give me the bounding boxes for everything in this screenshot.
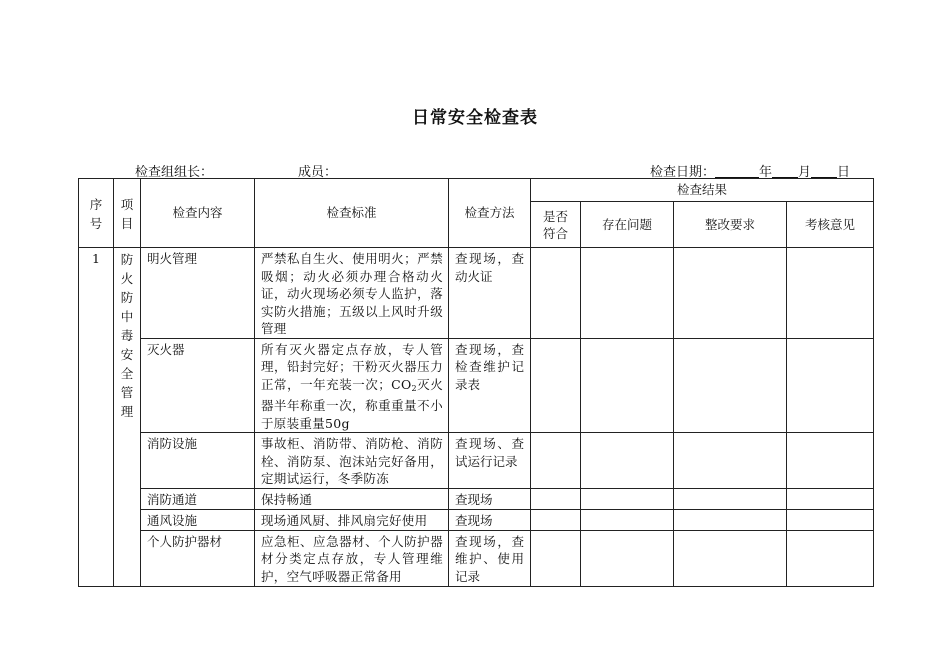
day-blank[interactable] bbox=[811, 165, 837, 178]
month-label: 月 bbox=[798, 165, 812, 180]
row-content: 消防设施 bbox=[141, 433, 255, 489]
co2-subscript: 2 bbox=[411, 383, 417, 393]
row-method: 查现场，查检查维护记录表 bbox=[449, 338, 531, 433]
result-problem-cell[interactable] bbox=[581, 530, 674, 586]
row-content: 明火管理 bbox=[141, 248, 255, 339]
table-row bbox=[79, 488, 874, 509]
members-label: 成员： bbox=[298, 165, 338, 180]
section-item: 防火防中毒安全管理 bbox=[114, 248, 141, 587]
month-blank[interactable] bbox=[772, 165, 798, 178]
row-standard: 严禁私自生火、使用明火；严禁吸烟；动火必须办理合格动火证，动火现场必须专人监护，落实防火措施；五级以上风时升级管理 bbox=[255, 248, 449, 339]
header-rectify: 整改要求 bbox=[674, 202, 787, 248]
row-standard: 事故柜、消防带、消防枪、消防栓、消防泵、泡沫站完好备用，定期试运行，冬季防冻 bbox=[255, 433, 449, 489]
row-content: 灭火器 bbox=[141, 338, 255, 433]
row-content: 消防通道 bbox=[141, 488, 255, 509]
day-label: 日 bbox=[837, 165, 851, 180]
result-problem-cell[interactable] bbox=[581, 433, 674, 489]
section-seq: 1 bbox=[79, 248, 114, 587]
row-content: 通风设施 bbox=[141, 509, 255, 530]
row-method: 查现场，查维护、使用记录 bbox=[449, 530, 531, 586]
result-rectify-cell[interactable] bbox=[674, 488, 787, 509]
header-opinion: 考核意见 bbox=[787, 202, 874, 248]
row-content: 个人防护器材 bbox=[141, 530, 255, 586]
year-blank[interactable] bbox=[715, 165, 759, 178]
date-label: 检查日期： bbox=[650, 165, 716, 180]
table-row bbox=[79, 530, 874, 586]
result-conform-cell[interactable] bbox=[531, 509, 581, 530]
row-standard: 现场通风厨、排风扇完好使用 bbox=[255, 509, 449, 530]
result-problem-cell[interactable] bbox=[581, 509, 674, 530]
table-row bbox=[79, 338, 874, 433]
result-problem-cell[interactable] bbox=[581, 338, 674, 433]
row-method: 查现场，查动火证 bbox=[449, 248, 531, 339]
result-problem-cell[interactable] bbox=[581, 248, 674, 339]
result-rectify-cell[interactable] bbox=[674, 338, 787, 433]
result-rectify-cell[interactable] bbox=[674, 509, 787, 530]
result-opinion-cell[interactable] bbox=[787, 248, 874, 339]
result-opinion-cell[interactable] bbox=[787, 488, 874, 509]
standard-text-b: 灭火器半年称重一次，称重重量不小于原装重量50g bbox=[261, 376, 443, 431]
result-problem-cell[interactable] bbox=[581, 488, 674, 509]
result-opinion-cell[interactable] bbox=[787, 338, 874, 433]
header-problem: 存在问题 bbox=[581, 202, 674, 248]
header-content: 检查内容 bbox=[141, 179, 255, 248]
result-rectify-cell[interactable] bbox=[674, 248, 787, 339]
table-row bbox=[79, 433, 874, 489]
result-opinion-cell[interactable] bbox=[787, 433, 874, 489]
year-label: 年 bbox=[759, 165, 773, 180]
result-opinion-cell[interactable] bbox=[787, 530, 874, 586]
header-standard: 检查标准 bbox=[255, 179, 449, 248]
row-method: 查现场、查试运行记录 bbox=[449, 433, 531, 489]
result-rectify-cell[interactable] bbox=[674, 530, 787, 586]
row-method: 查现场 bbox=[449, 509, 531, 530]
inspection-table bbox=[78, 178, 874, 587]
header-seq: 序号 bbox=[79, 179, 114, 248]
table-row bbox=[79, 509, 874, 530]
header-conform: 是否符合 bbox=[531, 202, 581, 248]
row-standard: 保持畅通 bbox=[255, 488, 449, 509]
header-method: 检查方法 bbox=[449, 179, 531, 248]
leader-label: 检查组组长： bbox=[135, 165, 214, 180]
result-conform-cell[interactable] bbox=[531, 248, 581, 339]
result-conform-cell[interactable] bbox=[531, 338, 581, 433]
row-standard: 应急柜、应急器材、个人防护器材分类定点存放，专人管理维护，空气呼吸器正常备用 bbox=[255, 530, 449, 586]
standard-text-a: 所有灭火器定点存放，专人管理，铅封完好；干粉灭火器压力正常，一年充装一次；CO bbox=[261, 341, 443, 392]
row-standard bbox=[255, 338, 449, 433]
row-method: 查现场 bbox=[449, 488, 531, 509]
header-item: 项目 bbox=[114, 179, 141, 248]
header-row-1 bbox=[79, 179, 874, 202]
result-rectify-cell[interactable] bbox=[674, 433, 787, 489]
result-opinion-cell[interactable] bbox=[787, 509, 874, 530]
result-conform-cell[interactable] bbox=[531, 530, 581, 586]
page-title: 日常安全检查表 bbox=[412, 108, 538, 128]
result-conform-cell[interactable] bbox=[531, 433, 581, 489]
result-conform-cell[interactable] bbox=[531, 488, 581, 509]
header-result: 检查结果 bbox=[531, 179, 874, 202]
table-row bbox=[79, 248, 874, 339]
